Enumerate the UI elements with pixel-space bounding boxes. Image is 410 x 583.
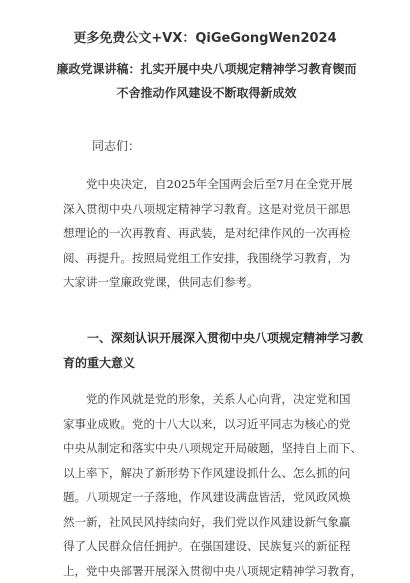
heading-line: 一、深刻认识开展深入贯彻中央八项规定精神学习教 xyxy=(63,326,353,351)
intro-paragraph xyxy=(63,172,353,295)
section-heading xyxy=(63,326,353,376)
paragraph-line: 深入贯彻中央八项规定精神学习教育。这是对党员干部思 xyxy=(63,197,353,222)
salutation: 同志们： xyxy=(92,137,140,154)
document-title xyxy=(54,57,359,105)
paragraph-line: 阅、再提升。按照局党组工作安排，我围绕学习教育，为 xyxy=(63,246,353,271)
paragraph-line: 中央从制定和落实中央八项规定开局破题，坚持自上而下、 xyxy=(63,436,353,461)
paragraph-line: 上，党中央部署开展深入贯彻中央八项规定精神学习教育， xyxy=(63,559,353,583)
paragraph-line: 家事业成败。党的十八大以来，以习近平同志为核心的党 xyxy=(63,412,353,437)
paragraph-line: 题。八项规定一子落地，作风建设满盘皆活，党风政风焕 xyxy=(63,485,353,510)
paragraph-line: 然一新，社风民风持续向好，我们党以作风建设新气象赢 xyxy=(63,510,353,535)
title-line-2: 不舍推动作风建设不断取得新成效 xyxy=(54,81,359,105)
heading-line: 育的重大意义 xyxy=(63,351,353,376)
paragraph-line: 得了人民群众信任拥护。在强国建设、民族复兴的新征程 xyxy=(63,534,353,559)
paragraph-line: 大家讲一堂廉政党课，供同志们参考。 xyxy=(63,270,353,295)
title-line-1: 廉政党课讲稿：扎实开展中央八项规定精神学习教育锲而 xyxy=(54,57,359,81)
paragraph-line: 党的作风就是党的形象，关系人心向背，决定党和国 xyxy=(63,387,353,412)
paragraph-line: 以上率下，解决了新形势下作风建设抓什么、怎么抓的问 xyxy=(63,461,353,486)
paragraph-line: 党中央决定，自2025年全国两会后至7月在全党开展 xyxy=(63,172,353,197)
section-paragraph xyxy=(63,387,353,583)
paragraph-line: 想理论的一次再教育、再武装，是对纪律作风的一次再检 xyxy=(63,221,353,246)
promo-header: 更多免费公文+VX：QiGeGongWen2024 xyxy=(0,27,410,46)
